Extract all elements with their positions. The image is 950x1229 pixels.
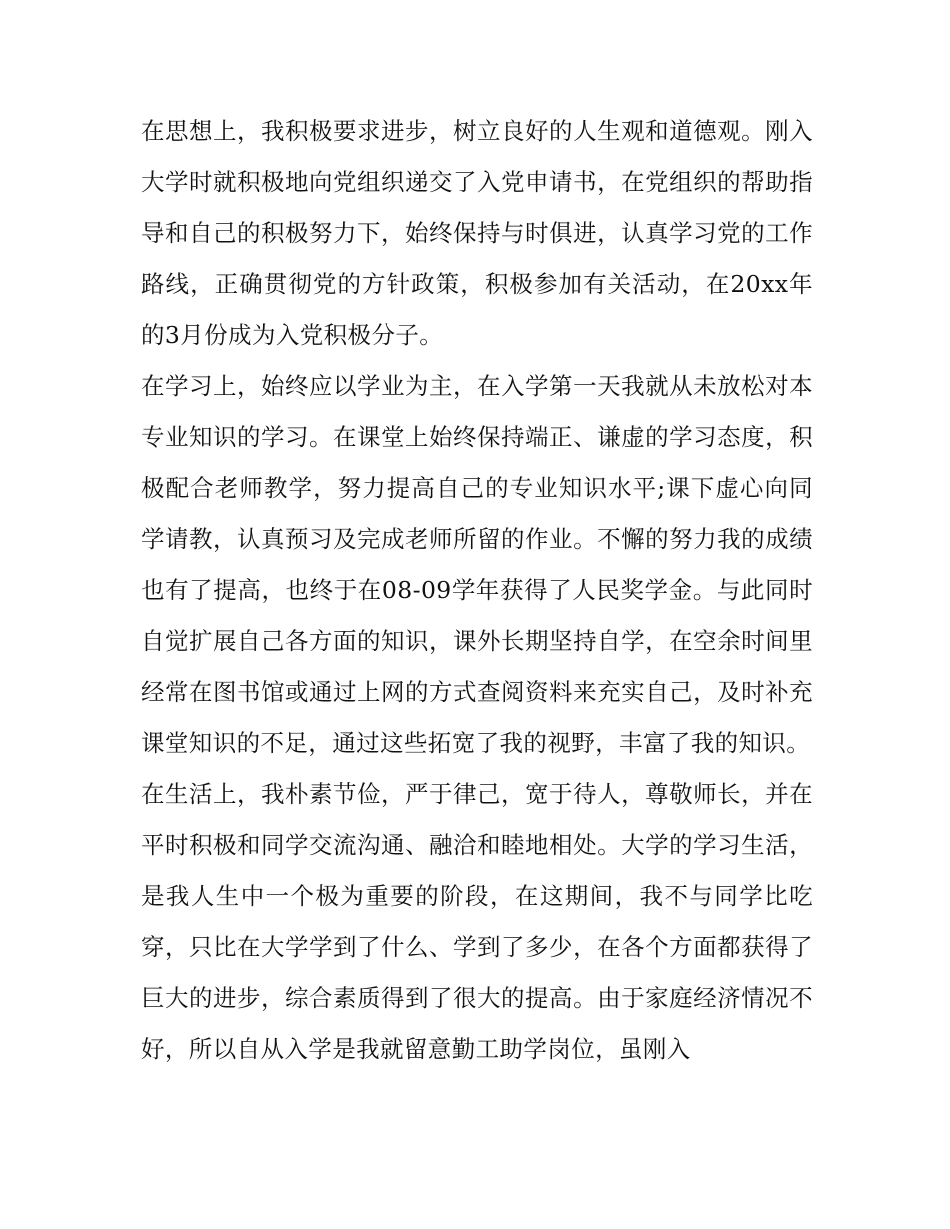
document-body	[141, 106, 813, 1075]
paragraph-ideology: 在思想上，我积极要求进步，树立良好的人生观和道德观。刚入大学时就积极地向党组织递交了入党申请书，在党组织的帮助指导和自己的积极努力下，始终保持与时俱进，认真学习党的工作路线，正确贯彻党的方针政策，积极参加有关活动，在20xx年的3月份成为入党积极分子。	[141, 117, 813, 349]
paragraph-life: 在生活上，我朴素节俭，严于律己，宽于待人，尊敬师长，并在平时积极和同学交流沟通、融洽和睦地相处。大学的学习生活，是我人生中一个极为重要的阶段，在这期间，我不与同学比吃穿，只比在大学学到了什么、学到了多少，在各个方面都获得了巨大的进步，综合素质得到了很大的提高。由于家庭经济情况不好，所以自从入学是我就留意勤工助学岗位，虽刚入	[141, 780, 813, 1063]
paragraph-study: 在学习上，始终应以学业为主，在入学第一天我就从未放松对本专业知识的学习。在课堂上始终保持端正、谦虚的学习态度，积极配合老师教学，努力提高自己的专业知识水平;课下虚心向同学请教，认真预习及完成老师所留的作业。不懈的努力我的成绩也有了提高，也终于在08-09学年获得了人民奖学金。与此同时自觉扩展自己各方面的知识，课外长期坚持自学，在空余时间里经常在图书馆或通过上网的方式查阅资料来充实自己，及时补充课堂知识的不足，通过这些拓宽了我的视野，丰富了我的知识。	[141, 372, 813, 757]
